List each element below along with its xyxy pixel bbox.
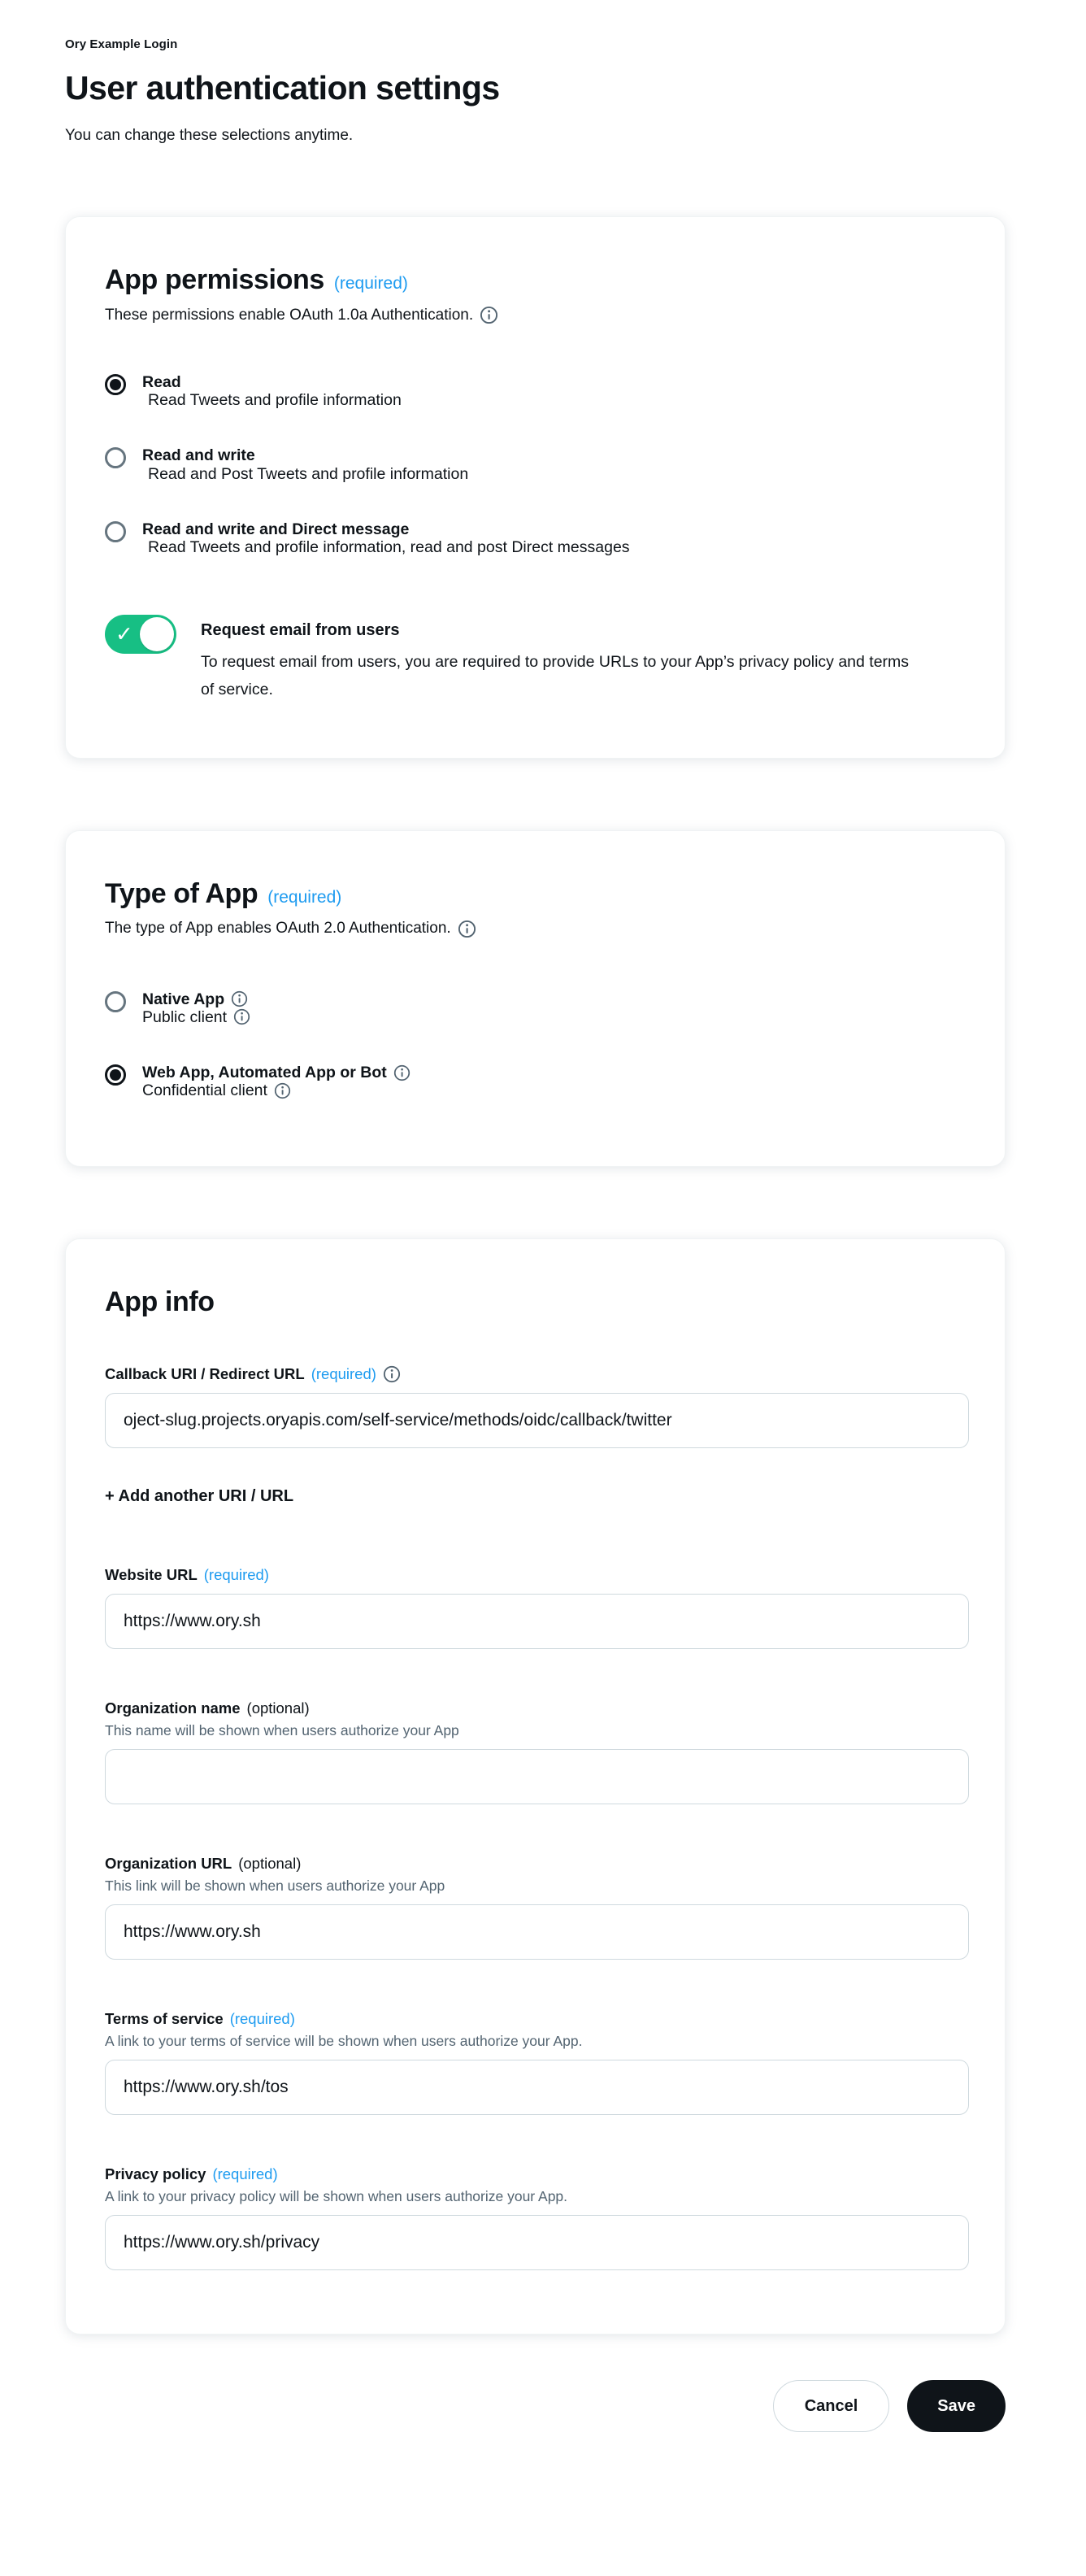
required-badge: (required) [229, 2010, 295, 2028]
terms-of-service-label [105, 2010, 969, 2028]
callback-uri-label [105, 1365, 969, 1383]
organization-url-input[interactable] [105, 1904, 969, 1960]
permission-option-read[interactable] [105, 373, 969, 409]
organization-name-label [105, 1699, 969, 1717]
cancel-button[interactable]: Cancel [773, 2380, 890, 2432]
permission-option-description: Read Tweets and profile information [148, 391, 402, 410]
app-type-option-label [142, 990, 250, 1008]
info-icon[interactable] [458, 920, 476, 938]
request-email-text [201, 615, 916, 703]
organization-name-helper: This name will be shown when users authorize your App [105, 1722, 459, 1739]
organization-url-helper: This link will be shown when users authorize your App [105, 1878, 445, 1895]
privacy-policy-field [105, 2165, 969, 2270]
app-type-option-sublabel [142, 1081, 411, 1099]
app-type-option-text [142, 990, 250, 1026]
request-email-label: Request email from users [201, 621, 400, 640]
info-icon[interactable] [233, 1008, 250, 1025]
field-label-text: Website URL [105, 1566, 198, 1584]
type-of-app-description [105, 920, 969, 938]
required-badge: (required) [333, 274, 408, 293]
optional-badge: (optional) [246, 1699, 310, 1717]
permission-option-description: Read and Post Tweets and profile information [148, 464, 469, 483]
radio-web-app-selected[interactable] [105, 1064, 126, 1086]
type-of-app-heading [105, 878, 969, 910]
request-email-description: To request email from users, you are required to provide URLs to your App’s privacy policy and terms of service. [201, 653, 910, 699]
required-badge: (required) [203, 1566, 269, 1584]
info-icon[interactable] [383, 1365, 401, 1383]
organization-name-input[interactable] [105, 1749, 969, 1804]
permission-options [105, 373, 969, 556]
app-permissions-description [105, 306, 969, 324]
website-url-label [105, 1566, 969, 1584]
field-label-text: Organization name [105, 1699, 241, 1717]
permission-option-text [142, 446, 468, 482]
app-permissions-title: App permissions [105, 264, 324, 295]
required-badge: (required) [267, 887, 342, 907]
terms-of-service-field [105, 2010, 969, 2115]
permission-option-label: Read and write [142, 446, 255, 465]
required-badge: (required) [311, 1365, 376, 1383]
permission-option-read-write-dm[interactable] [105, 520, 969, 556]
radio-read-write[interactable] [105, 447, 126, 468]
permission-option-text [142, 373, 402, 409]
optional-badge: (optional) [238, 1855, 302, 1873]
radio-native-app[interactable] [105, 991, 126, 1012]
info-icon[interactable] [393, 1064, 411, 1081]
required-badge: (required) [212, 2165, 278, 2183]
app-type-options [105, 990, 969, 1100]
callback-uri-input[interactable] [105, 1393, 969, 1448]
app-type-option-web[interactable] [105, 1064, 969, 1099]
app-info-card [65, 1238, 1006, 2334]
type-of-app-description-text: The type of App enables OAuth 2.0 Authentication. [105, 920, 451, 938]
permission-option-description: Read Tweets and profile information, read and post Direct messages [148, 538, 630, 557]
app-type-label-text: Native App [142, 990, 225, 1008]
type-of-app-title: Type of App [105, 877, 258, 909]
radio-read-selected[interactable] [105, 374, 126, 395]
type-of-app-card [65, 830, 1006, 1168]
terms-of-service-helper: A link to your terms of service will be shown when users authorize your App. [105, 2033, 583, 2050]
website-url-field [105, 1566, 969, 1649]
app-type-option-sublabel [142, 1008, 250, 1026]
field-label-text: Organization URL [105, 1855, 232, 1873]
organization-url-label [105, 1855, 969, 1873]
field-label-text: Callback URI / Redirect URL [105, 1365, 305, 1383]
privacy-policy-helper: A link to your privacy policy will be shown when users authorize your App. [105, 2188, 568, 2205]
info-icon[interactable] [480, 306, 498, 324]
terms-of-service-input[interactable] [105, 2060, 969, 2115]
organization-url-field [105, 1855, 969, 1960]
field-label-text: Terms of service [105, 2010, 224, 2028]
privacy-policy-input[interactable] [105, 2215, 969, 2270]
save-button[interactable]: Save [907, 2380, 1006, 2432]
request-email-row [105, 615, 969, 703]
page-subtitle: You can change these selections anytime. [65, 127, 354, 144]
app-type-option-native[interactable] [105, 990, 969, 1026]
app-permissions-heading [105, 264, 969, 296]
info-icon[interactable] [231, 990, 248, 1007]
page-title: User authentication settings [65, 69, 500, 107]
permission-option-read-write[interactable] [105, 446, 969, 482]
add-uri-link[interactable]: + Add another URI / URL [105, 1487, 294, 1506]
app-type-option-text [142, 1064, 411, 1099]
app-type-label-text: Web App, Automated App or Bot [142, 1064, 387, 1081]
permission-option-label: Read [142, 373, 181, 391]
organization-name-field [105, 1699, 969, 1804]
permission-option-text [142, 520, 630, 556]
privacy-policy-label [105, 2165, 969, 2183]
app-info-title: App info [105, 1286, 215, 1318]
permission-option-label: Read and write and Direct message [142, 520, 410, 538]
field-label-text: Privacy policy [105, 2165, 206, 2183]
app-type-sublabel-text: Confidential client [142, 1081, 267, 1100]
app-permissions-card [65, 216, 1006, 759]
request-email-toggle[interactable] [105, 615, 176, 654]
app-type-option-label [142, 1064, 411, 1081]
info-icon[interactable] [274, 1082, 291, 1099]
app-name-label: Ory Example Login [65, 37, 178, 51]
app-type-sublabel-text: Public client [142, 1007, 228, 1026]
form-actions [65, 2380, 1006, 2432]
website-url-input[interactable] [105, 1594, 969, 1649]
callback-uri-field [105, 1365, 969, 1448]
toggle-knob [140, 617, 174, 651]
app-permissions-description-text: These permissions enable OAuth 1.0a Authentication. [105, 306, 474, 324]
radio-read-write-dm[interactable] [105, 521, 126, 542]
app-info-heading [105, 1286, 969, 1318]
check-icon: ✓ [115, 621, 133, 646]
